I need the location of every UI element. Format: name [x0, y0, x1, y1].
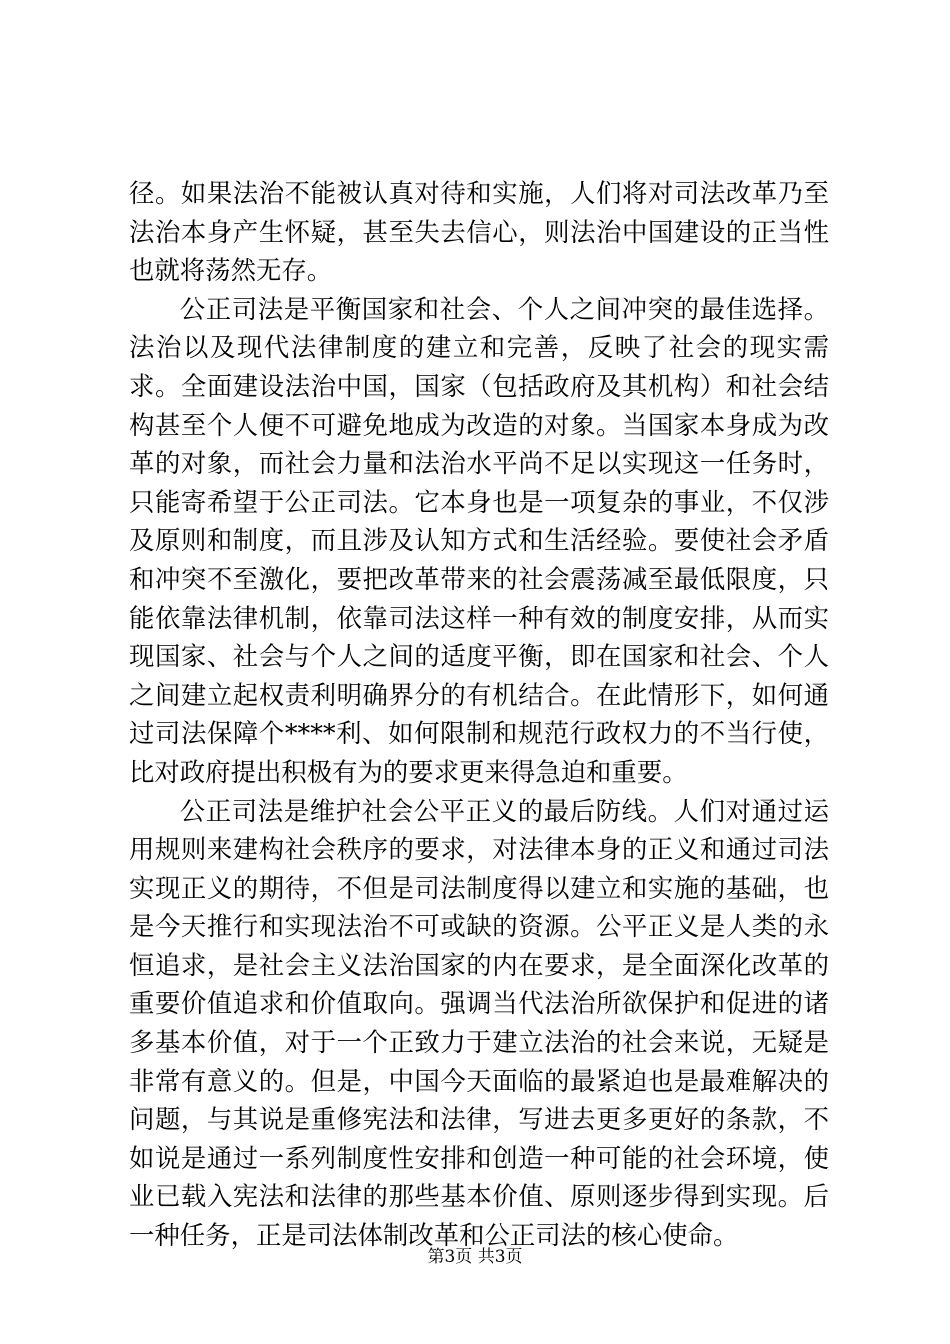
document-body [129, 174, 829, 1255]
paragraph-balance: 公正司法是平衡国家和社会、个人之间冲突的最佳选择。法治以及现代法律制度的建立和完善，反映了社会的现实需求。全面建设法治中国，国家（包括政府及其机构）和社会结构甚至个人便不可避免地成为改造的对象。当国家本身成为改革的对象，而社会力量和法治水平尚不足以实现这一任务时，只能寄希望于公正司法。它本身也是一项复杂的事业，不仅涉及原则和制度，而且涉及认知方式和生活经验。要使社会矛盾和冲突不至激化，要把改革带来的社会震荡减至最低限度，只能依靠法律机制，依靠司法这样一种有效的制度安排，从而实现国家、社会与个人之间的适度平衡，即在国家和社会、个人之间建立起权责利明确界分的有机结合。在此情形下，如何通过司法保障个****利、如何限制和规范行政权力的不当行使，比对政府提出积极有为的要求更来得急迫和重要。 [129, 293, 829, 787]
paragraph-justice: 公正司法是维护社会公平正义的最后防线。人们对通过运用规则来建构社会秩序的要求，对法律本身的正义和通过司法实现正义的期待，不但是司法制度得以建立和实施的基础，也是今天推行和实现法治不可或缺的资源。公平正义是人类的永恒追求，是社会主义法治国家的内在要求，是全面深化改革的重要价值追求和价值取向。强调当代法治所欲保护和促进的诸多基本价值，对于一个正致力于建立法治的社会来说，无疑是非常有意义的。但是，中国今天面临的最紧迫也是最难解决的问题，与其说是重修宪法和法律，写进去更多更好的条款，不如说是通过一系列制度性安排和创造一种可能的社会环境，使业已载入宪法和法律的那些基本价值、原则逐步得到实现。后一种任务，正是司法体制改革和公正司法的核心使命。 [129, 795, 829, 1251]
page-footer: 第3页 共3页 [427, 1247, 523, 1267]
paragraph-continuation: 径。如果法治不能被认真对待和实施，人们将对司法改革乃至法治本身产生怀疑，甚至失去信心，则法治中国建设的正当性也就将荡然无存。 [129, 178, 829, 286]
